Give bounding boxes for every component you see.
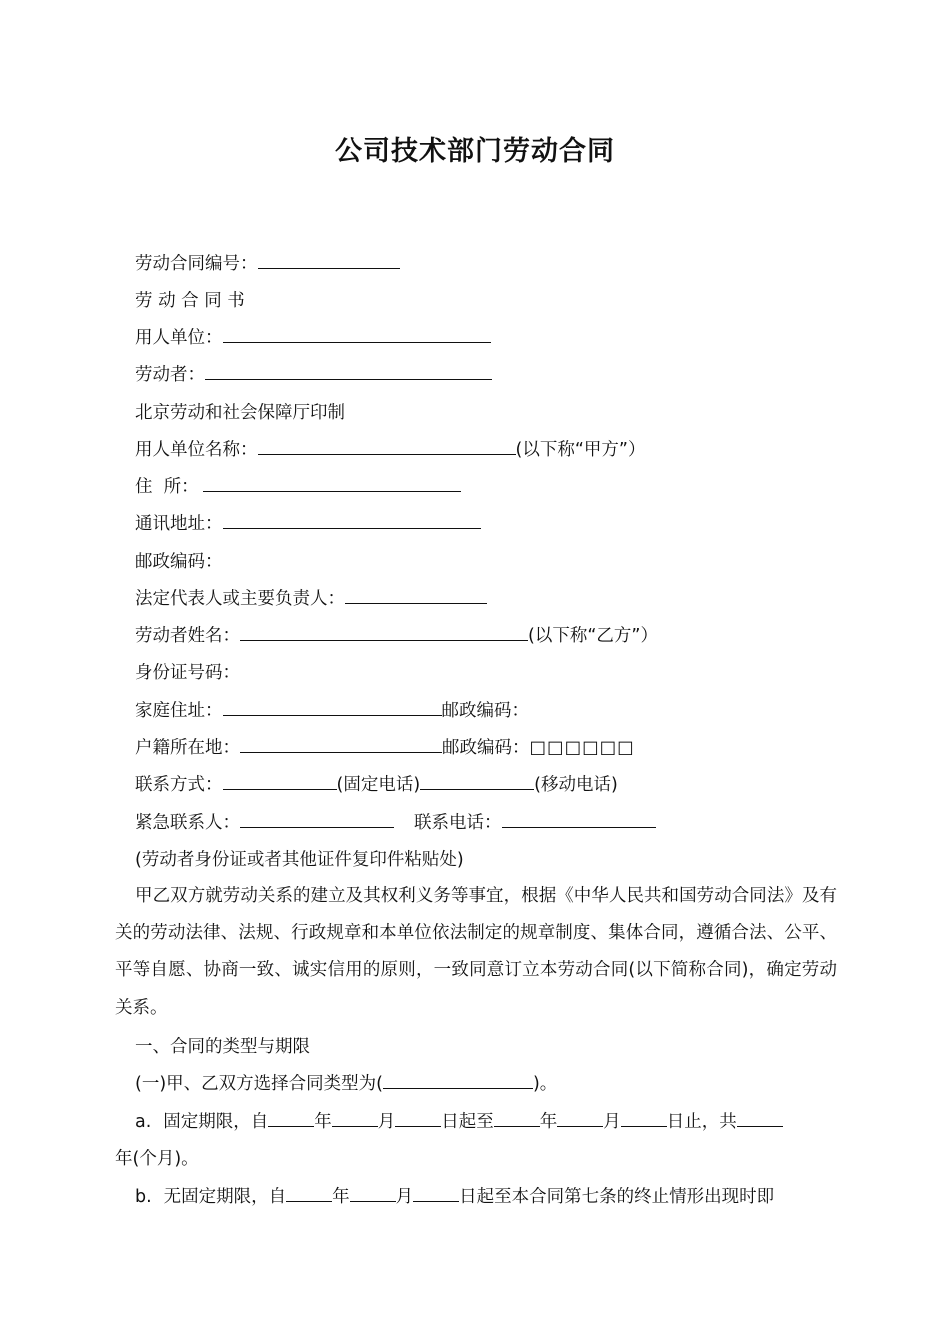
id-number-line: 身份证号码：	[135, 663, 240, 683]
representative-blank[interactable]	[345, 586, 487, 604]
end-month-blank[interactable]	[557, 1109, 603, 1127]
contract-number-label: 劳动合同编号：	[135, 254, 258, 274]
contract-type-suffix: )。	[532, 1074, 558, 1094]
employee-blank[interactable]	[205, 362, 492, 380]
home-address-label: 家庭住址：	[135, 701, 223, 721]
hukou-label: 户籍所在地：	[135, 738, 240, 758]
fixed-term-line	[135, 1109, 783, 1135]
emergency-contact-label: 紧急联系人：	[135, 813, 240, 833]
employee-name-label: 劳动者姓名：	[135, 626, 240, 646]
fixed-term-text-from: 固定期限，自	[163, 1112, 269, 1132]
employer-name-blank[interactable]	[258, 437, 516, 455]
contract-number-blank[interactable]	[258, 251, 400, 269]
employee-name-blank[interactable]	[240, 623, 528, 641]
contract-type-line	[135, 1071, 557, 1097]
fixed-term-unit-line: 年(个月)。	[115, 1149, 199, 1169]
residence-blank[interactable]	[203, 474, 461, 492]
postcode-boxes[interactable]: □□□□□□	[529, 738, 635, 758]
address-line	[135, 511, 481, 537]
residence-label: 住 所：	[135, 477, 199, 497]
residence-line	[135, 474, 461, 500]
hukou-line	[135, 735, 635, 761]
year-unit: 年	[539, 1112, 558, 1132]
employee-name-line	[135, 623, 658, 649]
employer-name-label: 用人单位名称：	[135, 440, 258, 460]
employer-name-suffix: (以下称“甲方”）	[515, 440, 646, 460]
employer-name-line	[135, 437, 645, 463]
contact-label: 联系方式：	[135, 775, 223, 795]
home-address-line	[135, 698, 529, 724]
address-blank[interactable]	[223, 511, 481, 529]
home-postcode-label: 邮政编码：	[441, 701, 529, 721]
option-a-label: a.	[135, 1112, 152, 1132]
open-year-blank[interactable]	[286, 1184, 332, 1202]
document-title: 公司技术部门劳动合同	[335, 136, 615, 167]
emergency-line	[135, 810, 656, 836]
option-b-label: b.	[135, 1187, 152, 1207]
intro-paragraph	[115, 878, 837, 1027]
end-year-blank[interactable]	[494, 1109, 540, 1127]
representative-line	[135, 586, 487, 612]
month-unit: 月	[603, 1112, 621, 1132]
employer-blank[interactable]	[223, 325, 491, 343]
contract-type-prefix: (一)甲、乙双方选择合同类型为(	[135, 1074, 383, 1094]
printer-line: 北京劳动和社会保障厅印制	[135, 403, 345, 423]
section1-heading: 一、合同的类型与期限	[135, 1037, 310, 1057]
year-unit: 年	[332, 1187, 350, 1207]
hukou-postcode-label: 邮政编码：	[442, 738, 530, 758]
open-term-text-rest: 日起至本合同第七条的终止情形出现时即	[459, 1187, 775, 1207]
fixed-phone-blank[interactable]	[223, 772, 337, 790]
contact-line	[135, 772, 618, 798]
employee-name-suffix: (以下称“乙方”）	[528, 626, 658, 646]
id-copy-note: (劳动者身份证或者其他证件复印件粘贴处)	[135, 850, 464, 870]
fixed-phone-label: (固定电话)	[336, 775, 421, 795]
address-label: 通讯地址：	[135, 514, 223, 534]
employer-label: 用人单位：	[135, 328, 223, 348]
total-term-blank[interactable]	[737, 1109, 783, 1127]
month-unit: 月	[395, 1187, 414, 1207]
representative-label: 法定代表人或主要负责人：	[135, 589, 345, 609]
contract-number-line	[135, 251, 400, 277]
employer-postcode-line: 邮政编码：	[135, 552, 223, 572]
emergency-contact-blank[interactable]	[240, 810, 394, 828]
emergency-phone-blank[interactable]	[502, 810, 656, 828]
month-unit: 月	[377, 1112, 396, 1132]
open-term-text-from: 无固定期限，自	[163, 1187, 287, 1207]
employer-line	[135, 325, 491, 351]
open-term-line	[135, 1184, 774, 1210]
start-year-blank[interactable]	[268, 1109, 314, 1127]
open-month-blank[interactable]	[350, 1184, 396, 1202]
intro-text: 甲乙双方就劳动关系的建立及其权利义务等事宜，根据《中华人民共和国劳动合同法》及有关的劳动法律、法规、行政规章和本单位依法制定的规章制度、集体合同，遵循合法、公平、平等自愿、协商一致、诚实信用的原则，一致同意订立本劳动合同(以下简称合同)，确定劳动关系。	[115, 886, 837, 1018]
open-day-blank[interactable]	[413, 1184, 459, 1202]
book-title: 劳 动 合 同 书	[135, 291, 245, 311]
mobile-phone-label: (移动电话)	[534, 775, 618, 795]
emergency-phone-label: 联系电话：	[414, 813, 502, 833]
fixed-term-text-to: 日起至	[441, 1112, 494, 1132]
start-month-blank[interactable]	[332, 1109, 378, 1127]
employee-label: 劳动者：	[135, 365, 205, 385]
year-unit: 年	[314, 1112, 332, 1132]
mobile-phone-blank[interactable]	[420, 772, 534, 790]
employee-line	[135, 362, 492, 388]
contract-type-blank[interactable]	[383, 1071, 533, 1089]
fixed-term-text-total: 日止，共	[666, 1112, 737, 1132]
home-address-blank[interactable]	[223, 698, 442, 716]
hukou-blank[interactable]	[240, 735, 442, 753]
start-day-blank[interactable]	[395, 1109, 441, 1127]
end-day-blank[interactable]	[621, 1109, 667, 1127]
